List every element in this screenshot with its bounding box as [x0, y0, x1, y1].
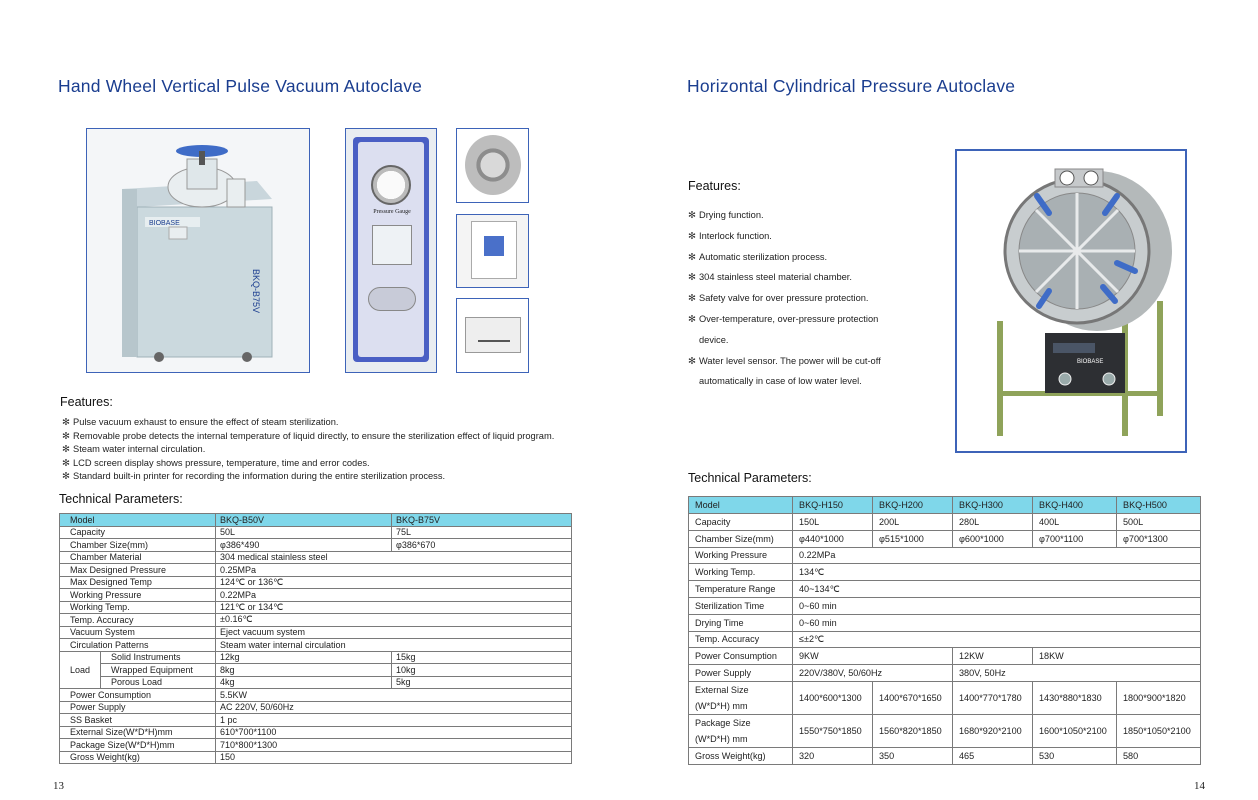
table-cell: 350: [873, 747, 953, 764]
table-cell: 1400*670*1650: [873, 681, 953, 714]
page-title: Horizontal Cylindrical Pressure Autoclave: [687, 76, 1016, 96]
table-cell: SS Basket: [60, 714, 216, 727]
switch-panel-photo: [456, 214, 529, 288]
table-cell: 320: [793, 747, 873, 764]
table-cell: Steam water internal circulation: [216, 639, 572, 652]
feature-item: [688, 226, 881, 247]
table-header-row: [689, 497, 1201, 514]
params-heading: Technical Parameters:: [688, 471, 812, 485]
table-cell: 280L: [953, 514, 1033, 531]
table-cell: 134℃: [793, 564, 1201, 581]
table-cell: Gross Weight(kg): [60, 751, 216, 764]
vertical-autoclave-illustration: [87, 129, 310, 373]
table-row: [689, 514, 1201, 531]
table-cell: 380V, 50Hz: [953, 665, 1201, 682]
feature-item: [688, 309, 881, 330]
printer-photo: [456, 298, 529, 373]
asterisk-icon: ✻: [62, 430, 70, 441]
cell-line: (W*D*H) mm: [695, 733, 748, 744]
table-cell: 1 pc: [216, 714, 572, 727]
table-cell: BKQ-H150: [793, 497, 873, 514]
feature-text: LCD screen display shows pressure, temperature, time and error codes.: [73, 457, 370, 468]
table-row: [60, 526, 572, 539]
cell-line: External Size: [695, 684, 749, 695]
feature-text: Standard built-in printer for recording the information during the entire sterilization process.: [73, 471, 446, 481]
asterisk-icon: ✻: [62, 471, 70, 481]
table-header-row: [60, 514, 572, 527]
table-cell: Capacity: [689, 514, 793, 531]
table-cell: Eject vacuum system: [216, 626, 572, 639]
table-cell: Load: [60, 651, 101, 689]
table-cell: Working Pressure: [60, 589, 216, 602]
table-cell: 5kg: [392, 676, 572, 689]
feature-text: Drying function.: [699, 210, 764, 220]
table-cell: 304 medical stainless steel: [216, 551, 572, 564]
feature-item: [688, 351, 881, 372]
table-cell: 465: [953, 747, 1033, 764]
table-cell: 1560*820*1850: [873, 714, 953, 747]
table-cell: 0~60 min: [793, 597, 1201, 614]
table-row: [689, 581, 1201, 598]
table-cell: Sterilization Time: [689, 597, 793, 614]
table-cell: 150L: [793, 514, 873, 531]
table-row: [689, 631, 1201, 648]
table-cell: BKQ-H500: [1117, 497, 1201, 514]
control-panel-photo: [345, 128, 437, 373]
table-cell: 1400*600*1300: [793, 681, 873, 714]
table-row: [60, 639, 572, 652]
feature-text: Steam water internal circulation.: [73, 444, 206, 454]
table-cell: Temp. Accuracy: [689, 631, 793, 648]
table-cell: 18KW: [1033, 648, 1201, 665]
features-heading: Features:: [60, 395, 113, 409]
feature-item: [62, 470, 554, 484]
table-cell: Model: [689, 497, 793, 514]
table-cell: Vacuum System: [60, 626, 216, 639]
feature-text: Water level sensor. The power will be cut-off: [699, 355, 881, 366]
asterisk-icon: ✻: [688, 210, 696, 220]
feature-text: Automatic sterilization process.: [699, 251, 828, 262]
page-number: 14: [1194, 780, 1205, 792]
table-row: [60, 726, 572, 739]
asterisk-icon: ✻: [688, 313, 696, 324]
table-row: [689, 530, 1201, 547]
table-cell: Gross Weight(kg): [689, 747, 793, 764]
feature-item: [62, 430, 554, 444]
switch-icon: [484, 236, 504, 256]
table-cell: 12KW: [953, 648, 1033, 665]
asterisk-icon: ✻: [688, 293, 696, 304]
table-cell: 1430*880*1830: [1033, 681, 1117, 714]
table-cell: 0~60 min: [793, 614, 1201, 631]
feature-text: automatically in case of low water level.: [699, 376, 862, 387]
asterisk-icon: ✻: [688, 230, 696, 241]
asterisk-icon: ✻: [62, 417, 70, 427]
table-cell: Max Designed Temp: [60, 576, 216, 589]
table-cell: 9KW: [793, 648, 953, 665]
table-cell: 400L: [1033, 514, 1117, 531]
feature-text: Pulse vacuum exhaust to ensure the effect of steam sterilization.: [73, 417, 339, 427]
table-cell: 121℃ or 134℃: [216, 601, 572, 614]
pressure-gauge-icon: [371, 165, 411, 205]
table-cell: Working Pressure: [689, 547, 793, 564]
table-row: [60, 551, 572, 564]
keypad-icon: [368, 287, 416, 311]
table-cell: 1850*1050*2100: [1117, 714, 1201, 747]
table-cell: ±0.16℃: [216, 614, 572, 627]
table-cell: 0.22MPa: [793, 547, 1201, 564]
page-title: Hand Wheel Vertical Pulse Vacuum Autoclave: [58, 76, 423, 96]
feature-item: [62, 416, 554, 430]
table-cell: 200L: [873, 514, 953, 531]
table-cell: Package Size(W*D*H)mm: [60, 739, 216, 752]
table-row: [689, 747, 1201, 764]
right-spec-table: [688, 496, 1201, 765]
table-row: [60, 539, 572, 552]
features-heading: Features:: [688, 179, 741, 193]
table-cell: 0.25MPa: [216, 564, 572, 577]
table-cell: AC 220V, 50/60Hz: [216, 701, 572, 714]
brand-label: BIOBASE: [149, 220, 180, 227]
table-cell: [689, 714, 793, 747]
table-cell: Power Supply: [60, 701, 216, 714]
table-cell: Drying Time: [689, 614, 793, 631]
table-row: [60, 576, 572, 589]
table-cell: 124℃ or 136℃: [216, 576, 572, 589]
table-row: [689, 564, 1201, 581]
table-cell: Porous Load: [101, 676, 216, 689]
table-cell: BKQ-H300: [953, 497, 1033, 514]
table-row: [689, 714, 1201, 747]
feature-text: Removable probe detects the internal temperature of liquid directly, to ensure the sterilization effect of liquid program.: [73, 430, 555, 441]
table-cell: BKQ-H400: [1033, 497, 1117, 514]
table-row: [60, 714, 572, 727]
feature-item: [688, 247, 881, 268]
feature-item: [62, 457, 554, 471]
table-cell: 75L: [392, 526, 572, 539]
table-row: [60, 751, 572, 764]
feature-item: [688, 205, 881, 226]
feature-item: [688, 288, 881, 309]
asterisk-icon: ✻: [688, 355, 696, 366]
table-cell: Wrapped Equipment: [101, 664, 216, 677]
table-cell: Circulation Patterns: [60, 639, 216, 652]
feature-item: [688, 371, 881, 392]
table-cell: 12kg: [216, 651, 392, 664]
table-row: [60, 614, 572, 627]
table-cell: 0.22MPa: [216, 589, 572, 602]
feature-item: [688, 267, 881, 288]
table-cell: φ386*670: [392, 539, 572, 552]
table-cell: 1400*770*1780: [953, 681, 1033, 714]
table-cell: BKQ-B75V: [392, 514, 572, 527]
model-label: BKQ-B75V: [251, 269, 261, 314]
table-cell: Max Designed Pressure: [60, 564, 216, 577]
table-cell: Chamber Size(mm): [60, 539, 216, 552]
asterisk-icon: ✻: [688, 272, 696, 283]
table-cell: 220V/380V, 50/60Hz: [793, 665, 953, 682]
printer-slot-icon: [478, 340, 510, 342]
table-cell: 1550*750*1850: [793, 714, 873, 747]
table-row: [60, 651, 572, 664]
feature-text: 304 stainless steel material chamber.: [699, 272, 852, 283]
feature-text: Safety valve for over pressure protection.: [699, 293, 869, 304]
table-cell: BKQ-H200: [873, 497, 953, 514]
feature-item: [688, 330, 881, 351]
table-row: [689, 547, 1201, 564]
table-cell: 610*700*1100: [216, 726, 572, 739]
lcd-screen: [372, 225, 412, 265]
table-cell: Working Temp.: [60, 601, 216, 614]
table-row: [689, 597, 1201, 614]
table-row: [60, 739, 572, 752]
left-spec-table: [59, 513, 572, 764]
table-row: [60, 564, 572, 577]
table-cell: 710*800*1300: [216, 739, 572, 752]
table-cell: Capacity: [60, 526, 216, 539]
asterisk-icon: ✻: [62, 457, 70, 468]
table-row: [60, 601, 572, 614]
table-cell: Temp. Accuracy: [60, 614, 216, 627]
feature-text: Interlock function.: [699, 230, 772, 241]
table-row: [60, 626, 572, 639]
table-cell: φ600*1000: [953, 530, 1033, 547]
table-cell: φ700*1100: [1033, 530, 1117, 547]
table-cell: Chamber Material: [60, 551, 216, 564]
table-cell: φ440*1000: [793, 530, 873, 547]
cell-line: Package Size: [695, 717, 751, 728]
table-row: [689, 681, 1201, 714]
horizontal-autoclave-illustration: [957, 151, 1185, 451]
gauge-label: Pressure Gauge: [373, 209, 411, 215]
table-cell: Chamber Size(mm): [689, 530, 793, 547]
table-cell: Power Supply: [689, 665, 793, 682]
table-cell: 10kg: [392, 664, 572, 677]
table-row: [689, 665, 1201, 682]
table-cell: 530: [1033, 747, 1117, 764]
asterisk-icon: ✻: [688, 251, 696, 262]
table-row: [689, 648, 1201, 665]
table-cell: [689, 681, 793, 714]
table-cell: φ700*1300: [1117, 530, 1201, 547]
table-cell: ≤±2℃: [793, 631, 1201, 648]
table-cell: Power Consumption: [689, 648, 793, 665]
table-cell: 40~134℃: [793, 581, 1201, 598]
table-cell: BKQ-B50V: [216, 514, 392, 527]
vertical-autoclave-photo: [86, 128, 310, 373]
chamber-icon: [465, 135, 521, 195]
table-cell: 1680*920*2100: [953, 714, 1033, 747]
table-row: [60, 701, 572, 714]
feature-text: device.: [699, 334, 729, 345]
right-page: [629, 0, 1258, 800]
table-row: [60, 689, 572, 702]
table-row: [60, 589, 572, 602]
params-heading: Technical Parameters:: [59, 492, 183, 506]
table-cell: Power Consumption: [60, 689, 216, 702]
table-row: [60, 664, 572, 677]
table-row: [60, 676, 572, 689]
table-cell: 15kg: [392, 651, 572, 664]
table-cell: Temperature Range: [689, 581, 793, 598]
table-cell: Model: [60, 514, 216, 527]
table-cell: External Size(W*D*H)mm: [60, 726, 216, 739]
page-number: 13: [53, 780, 64, 792]
cell-line: (W*D*H) mm: [695, 700, 748, 711]
table-cell: φ386*490: [216, 539, 392, 552]
chamber-photo: [456, 128, 529, 203]
table-cell: Working Temp.: [689, 564, 793, 581]
table-cell: 1600*1050*2100: [1033, 714, 1117, 747]
feature-text: Over-temperature, over-pressure protection: [699, 313, 879, 324]
table-cell: Solid Instruments: [101, 651, 216, 664]
horizontal-autoclave-photo: [955, 149, 1187, 453]
table-cell: 8kg: [216, 664, 392, 677]
table-cell: 150: [216, 751, 572, 764]
asterisk-icon: ✻: [62, 444, 70, 454]
table-cell: 580: [1117, 747, 1201, 764]
table-cell: 1800*900*1820: [1117, 681, 1201, 714]
brand-label: BIOBASE: [1077, 359, 1104, 365]
table-cell: 500L: [1117, 514, 1201, 531]
table-cell: φ515*1000: [873, 530, 953, 547]
table-row: [689, 614, 1201, 631]
features-list: [62, 416, 554, 484]
feature-item: [62, 443, 554, 457]
table-cell: 4kg: [216, 676, 392, 689]
features-list: [688, 205, 881, 392]
table-cell: 50L: [216, 526, 392, 539]
table-cell: 5.5KW: [216, 689, 572, 702]
